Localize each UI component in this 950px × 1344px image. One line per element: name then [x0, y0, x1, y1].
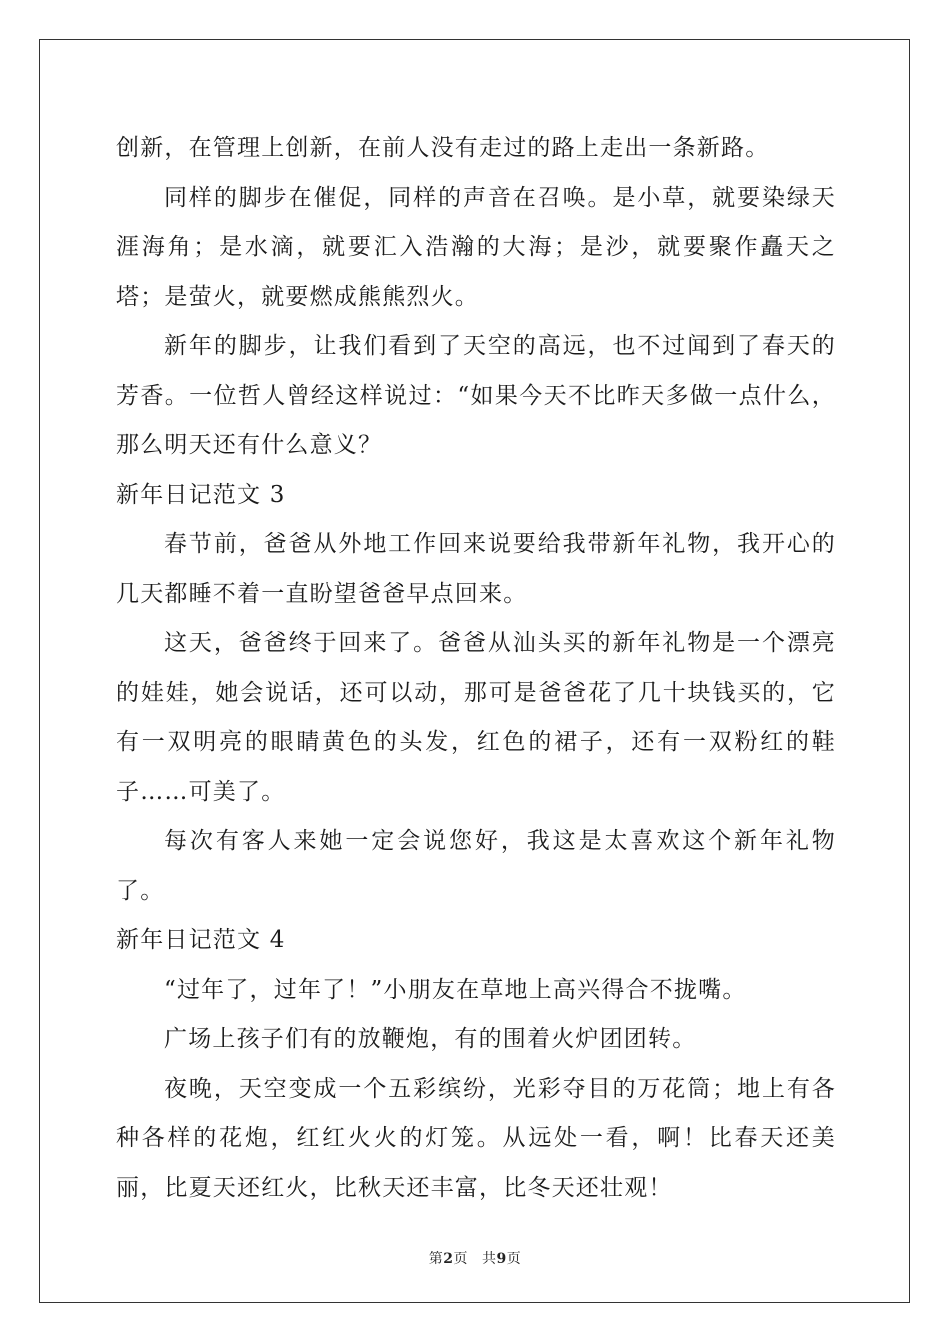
total-prefix: 共 — [482, 1251, 497, 1267]
total-suffix: 页 — [506, 1251, 522, 1267]
paragraph: 同样的脚步在催促，同样的声音在召唤。是小草，就要染绿天涯海角；是水滴，就要汇入浩瀚的大海；是沙，就要聚作矗天之塔；是萤火，就要燃成熊熊烈火。 — [116, 184, 836, 310]
total-pages: 9 — [496, 1251, 507, 1267]
page-number: 2 — [443, 1251, 454, 1267]
document-body — [116, 124, 836, 1213]
page-footer — [0, 1248, 950, 1268]
paragraph: “过年了，过年了！”小朋友在草地上高兴得合不拢嘴。 — [164, 976, 747, 1003]
paragraph: 春节前，爸爸从外地工作回来说要给我带新年礼物，我开心的几天都睡不着一直盼望爸爸早点回来。 — [116, 531, 836, 607]
paragraph: 夜晚，天空变成一个五彩缤纷，光彩夺目的万花筒；地上有各种各样的花炮，红红火火的灯笼。从远处一看，啊！比春天还美丽，比夏天还红火，比秋天还丰富，比冬天还壮观！ — [116, 1075, 836, 1201]
paragraph: 广场上孩子们有的放鞭炮，有的围着火炉团团转。 — [164, 1026, 697, 1052]
section-heading: 新年日记范文 3 — [116, 481, 286, 508]
page-suffix: 页 — [453, 1251, 468, 1267]
section-heading: 新年日记范文 4 — [116, 927, 286, 953]
paragraph: 创新，在管理上创新，在前人没有走过的路上走出一条新路。 — [116, 135, 770, 161]
page-prefix: 第 — [428, 1251, 444, 1267]
paragraph: 每次有客人来她一定会说您好，我这是太喜欢这个新年礼物了。 — [116, 828, 836, 904]
paragraph: 新年的脚步，让我们看到了天空的高远，也不过闻到了春天的芳香。一位哲人曾经这样说过：“如果今天不比昨天多做一点什么，那么明天还有什么意义？ — [116, 333, 836, 458]
paragraph: 这天，爸爸终于回来了。爸爸从汕头买的新年礼物是一个漂亮的娃娃，她会说话，还可以动，那可是爸爸花了几十块钱买的，它有一双明亮的眼睛黄色的头发，红色的裙子，还有一双粉红的鞋子……可美了。 — [116, 630, 836, 805]
